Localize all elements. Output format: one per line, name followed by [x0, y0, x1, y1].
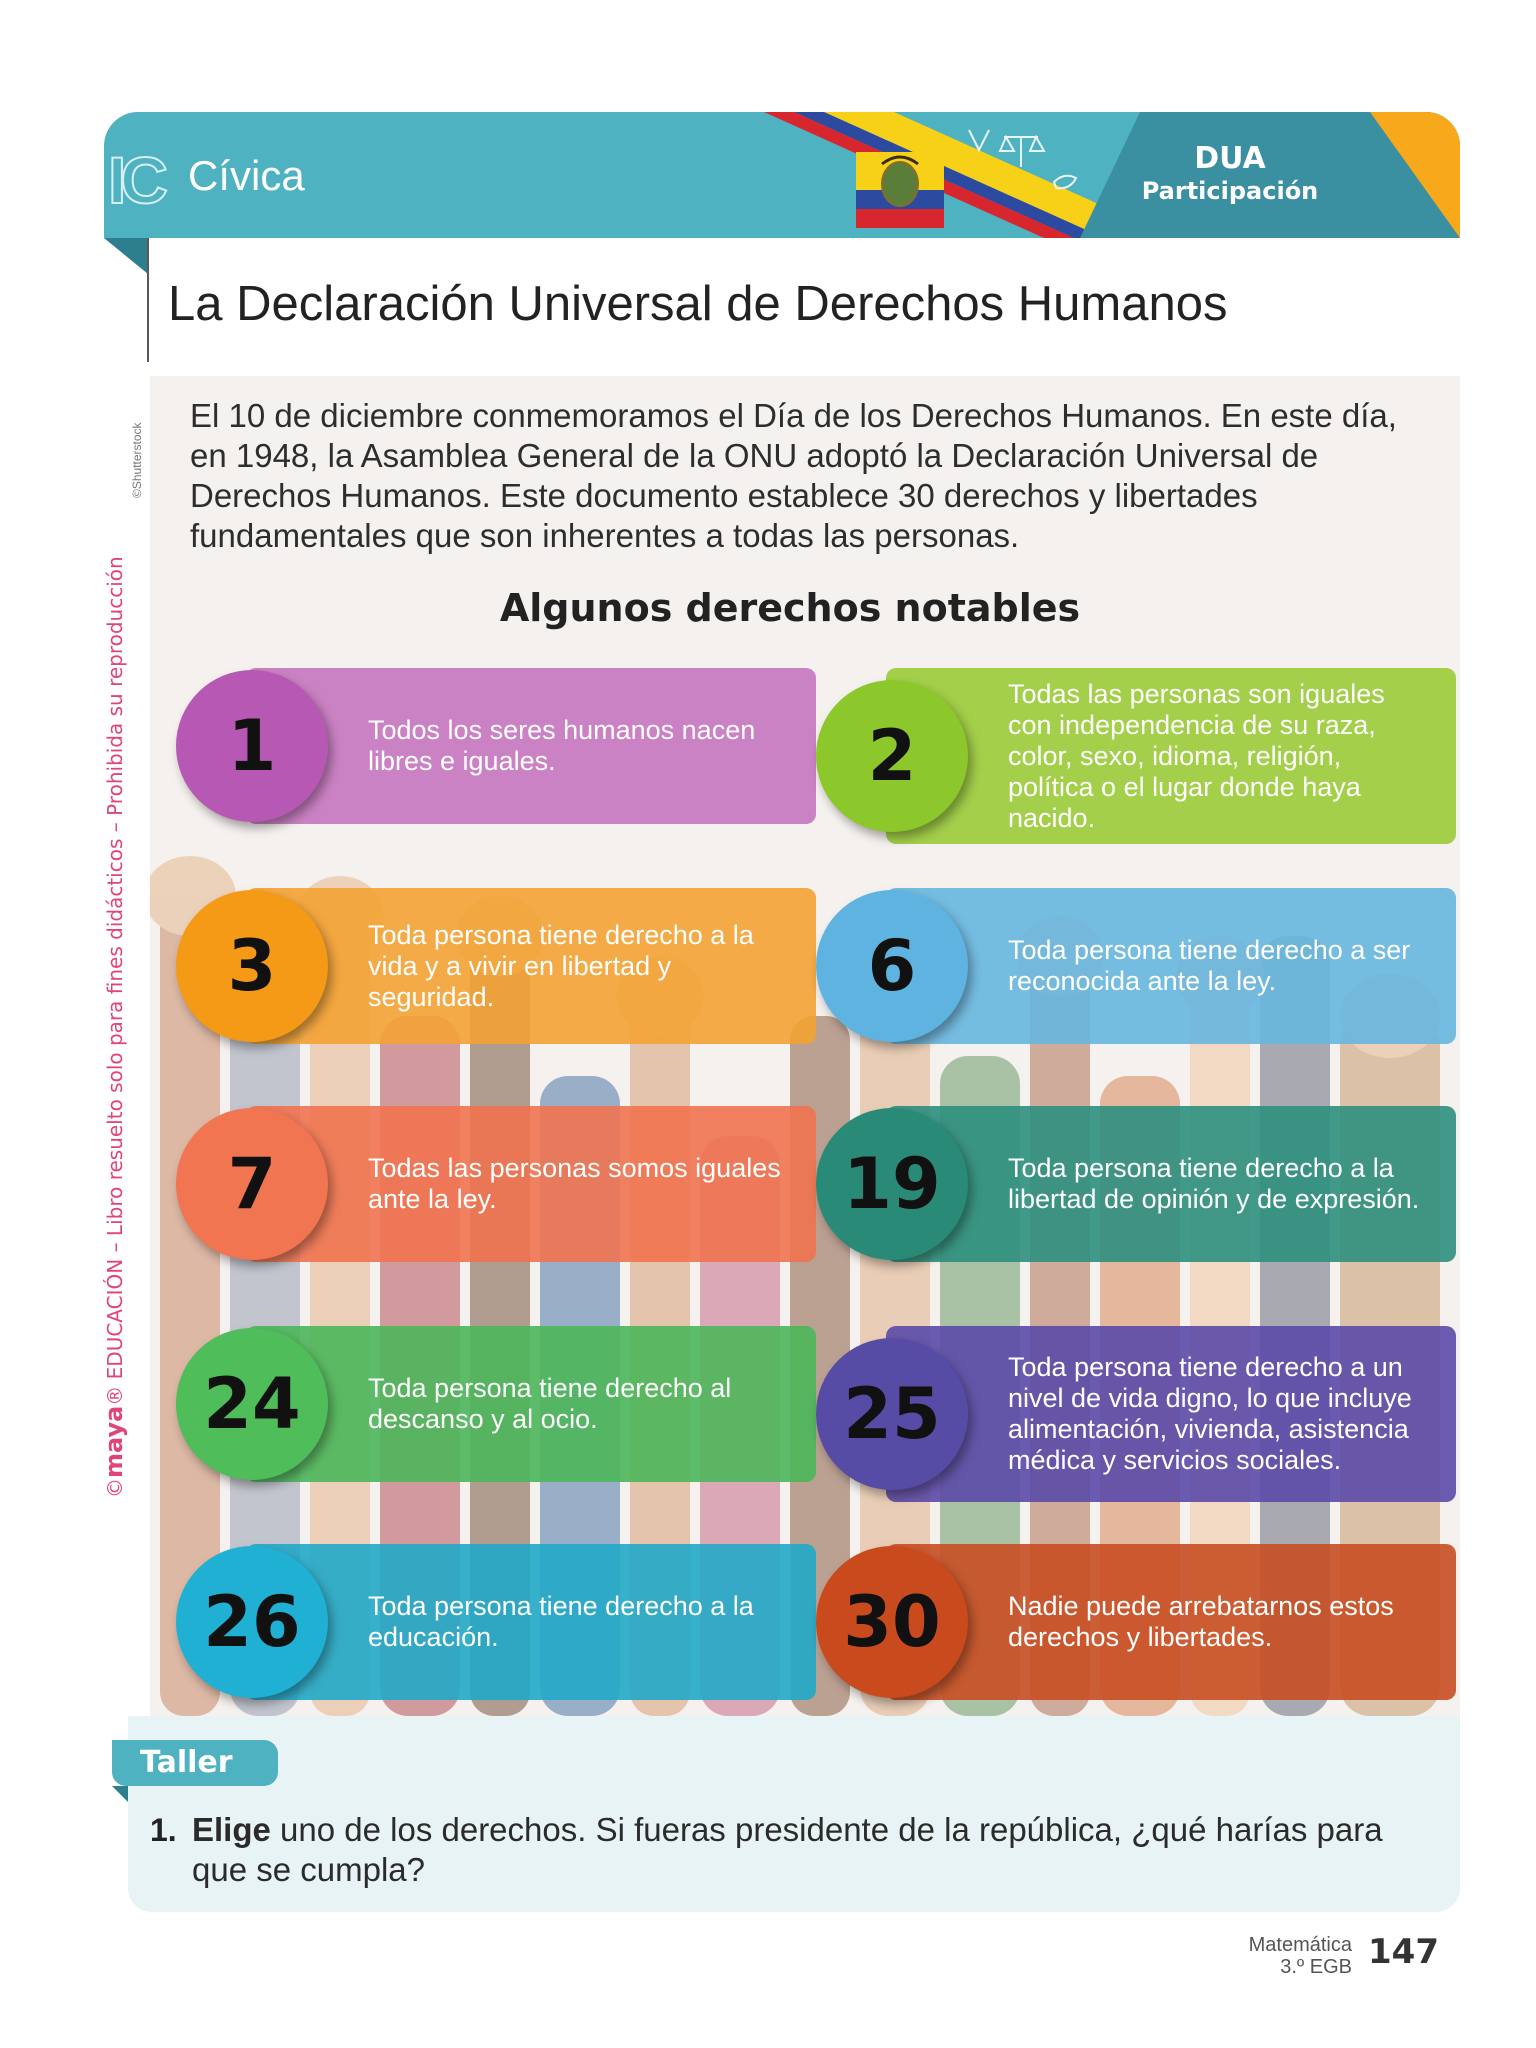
dua-badge — [1130, 142, 1330, 206]
header-fold — [104, 238, 148, 274]
right-number-badge: 25 — [816, 1338, 968, 1490]
right-number-badge: 24 — [176, 1328, 328, 1480]
right-text-content: Todas las personas son iguales con independencia de su raza, color, sexo, idioma, religión, política o el lugar donde haya nacido. — [1008, 678, 1385, 833]
right-text — [1008, 1326, 1428, 1502]
right-number-badge: 7 — [176, 1108, 328, 1260]
question-verb: Elige — [192, 1811, 271, 1848]
right-text-content: Toda persona tiene derecho a la libertad de opinión y de expresión. — [1008, 1153, 1420, 1214]
footer-subject — [1210, 1934, 1352, 1978]
right-text-content: Toda persona tiene derecho a la educación. — [368, 1591, 754, 1652]
right-number-badge: 30 — [816, 1546, 968, 1698]
right-number-badge: 1 — [176, 670, 328, 822]
intro-paragraph: El 10 de diciembre conmemoramos el Día de los Derechos Humanos. En este día, en 1948, la Asamblea General de la ONU adoptó la Declaración Universal de Derechos Humanos. Este documento establece 30 derechos y libertades fundamentales que son inherentes a todas las personas. — [190, 397, 1397, 554]
brand-name: maya — [100, 1405, 128, 1478]
workshop-label: Taller — [112, 1740, 278, 1786]
right-text-content: Toda persona tiene derecho al descanso y al ocio. — [368, 1373, 732, 1434]
right-text — [1008, 888, 1438, 1044]
right-text-content: Toda persona tiene derecho a ser reconocida ante la ley. — [1008, 935, 1411, 996]
page-title: La Declaración Universal de Derechos Humanos — [168, 277, 1228, 331]
right-text-content: Todas las personas somos iguales ante la ley. — [368, 1153, 781, 1214]
right-text-content: Todos los seres humanos nacen libres e iguales. — [368, 715, 756, 776]
copyright-text: EDUCACIÓN – Libro resuelto solo para fines didácticos – Prohibida su reproducción — [103, 556, 127, 1380]
right-number-badge: 6 — [816, 890, 968, 1042]
right-text — [368, 1544, 798, 1700]
dua-badge-subtitle: Participación — [1141, 177, 1319, 205]
footer-grade: 3.º EGB — [1280, 1956, 1352, 1978]
dua-badge-title: DUA — [1194, 141, 1266, 176]
right-text-content: Toda persona tiene derecho a la vida y a vivir en libertad y seguridad. — [368, 919, 754, 1012]
right-text — [1008, 1106, 1438, 1262]
content-panel — [150, 376, 1460, 1716]
right-text-content: Nadie puede arrebatarnos estos derechos y libertades. — [1008, 1591, 1394, 1652]
right-number-badge: 19 — [816, 1108, 968, 1260]
copyright-notice: ©maya® EDUCACIÓN – Libro resuelto solo para fines didácticos – Prohibida su reproducción — [100, 556, 128, 1498]
footer-subject-name: Matemática — [1248, 1934, 1352, 1956]
title-rule — [147, 238, 149, 362]
question-body: uno de los derechos. Si fueras presidente de la república, ¿qué harías para que se cumpla? — [192, 1811, 1383, 1888]
right-text — [368, 668, 798, 824]
right-text — [1008, 1544, 1438, 1700]
question-text — [192, 1810, 1442, 1890]
section-name: Cívica — [188, 152, 305, 199]
right-number-badge: 26 — [176, 1546, 328, 1698]
right-text — [1008, 668, 1428, 844]
image-credit: ©Shutterstock — [130, 422, 144, 498]
question-number: 1. — [150, 1812, 177, 1848]
right-number-badge: 3 — [176, 890, 328, 1042]
rights-heading: Algunos derechos notables — [499, 586, 1081, 630]
workshop-tab-fold — [112, 1786, 128, 1802]
right-text-content: Toda persona tiene derecho a un nivel de vida digno, lo que incluye alimentación, vivienda, asistencia médica y servicios sociales. — [1008, 1352, 1412, 1475]
section-header — [104, 112, 1460, 238]
right-number-badge: 2 — [816, 680, 968, 832]
page-number: 147 — [1368, 1932, 1439, 1972]
raised-hands-illustration — [150, 376, 1460, 1716]
right-text — [368, 888, 798, 1044]
right-text — [368, 1326, 798, 1482]
ic-logo: IC — [108, 143, 162, 217]
right-text — [368, 1106, 798, 1262]
